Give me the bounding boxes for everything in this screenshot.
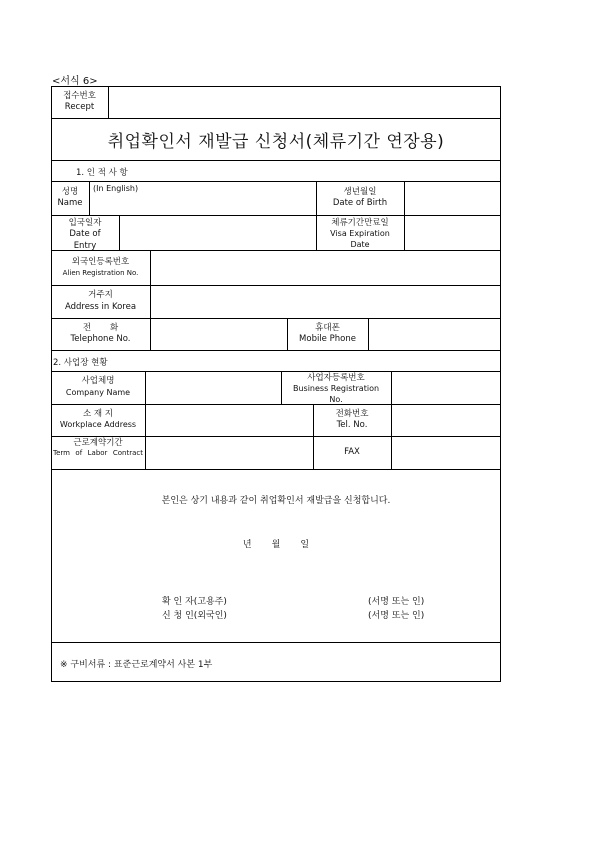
company-name-label [51,371,145,404]
telephone-field[interactable] [151,319,286,349]
entry-label-en: Date of Entry [69,229,101,250]
application-date[interactable]: 년 월 일 [242,540,310,550]
required-documents-note: ※ 구비서류 : 표준근로계약서 사본 1부 [60,660,213,670]
visa-expiration-label [316,215,404,250]
name-field[interactable] [90,182,315,214]
declaration-statement: 본인은 상기 내용과 같이 취업확인서 재발급을 신청합니다. [161,496,391,506]
mobile-field[interactable] [369,319,499,349]
workplace-tel-field[interactable] [392,405,499,435]
workplace-address-field[interactable] [146,405,312,435]
entry-date-field[interactable] [120,216,315,249]
fax-label-text: FAX [344,446,360,457]
receipt-number-field[interactable] [109,87,499,117]
mobile-label-en: Mobile Phone [299,334,356,344]
entry-date-label [51,215,119,250]
telephone-label-ko: 전 화 [82,322,119,333]
workplace-tel-label-en: Tel. No. [336,420,368,430]
name-hint: (In English) [93,184,139,193]
receipt-label-en: Recept [64,102,95,112]
receipt-number-label [51,86,108,118]
address-field[interactable] [151,286,499,317]
bizreg-label-ko: 사업자등록번호 [307,373,365,383]
visa-label-ko: 체류기간만료일 [331,218,389,228]
company-label-en: Company Name [65,387,131,397]
workplace-label-ko: 소 재 지 [82,408,114,419]
receipt-label-ko: 접수번호 [63,90,96,101]
workplace-address-label [51,404,145,436]
dob-field[interactable] [405,182,499,214]
business-registration-label [281,371,391,404]
applicant-label: 신 청 인(외국인) [162,611,227,621]
workplace-label-en: Workplace Address [59,420,137,430]
fax-field[interactable] [392,437,499,468]
visa-label-en: Visa Expiration Date [330,229,390,250]
name-label [51,181,89,215]
telephone-label-en: Telephone No. [70,334,131,344]
alien-label-en: Alien Registration No. [62,268,139,277]
labor-contract-term-field[interactable] [146,437,312,468]
rule [51,350,501,351]
business-registration-field[interactable] [392,372,499,403]
name-label-en: Name [57,198,83,208]
company-name-field[interactable] [146,372,280,403]
rule [51,469,501,470]
mobile-label-ko: 휴대폰 [315,322,340,333]
dob-label-ko: 생년월일 [343,186,377,197]
confirmer-signature[interactable]: (서명 또는 인) [368,597,425,607]
fax-label [313,436,391,469]
alien-registration-field[interactable] [151,251,499,284]
form-title: 취업확인서 재발급 신청서(체류기간 연장용) [107,131,445,152]
telephone-label [51,318,150,350]
rule [51,642,501,643]
applicant-signature[interactable]: (서명 또는 인) [368,611,425,621]
section1-heading: 1. 인 적 사 항 [76,168,128,178]
name-label-ko: 성명 [61,186,79,197]
section2-heading: 2. 사업장 현황 [53,358,108,368]
company-label-ko: 사업체명 [81,376,115,387]
workplace-tel-label-ko: 전화번호 [335,408,369,419]
address-label-en: Address in Korea [64,301,137,312]
mobile-label [287,318,368,350]
alien-label-ko: 외국인등록번호 [71,257,130,268]
dob-label-en: Date of Birth [332,198,388,208]
dob-label [316,181,404,215]
term-label-en: Term of Labor Contract [53,449,143,458]
confirmer-label: 확 인 자(고용주) [162,597,227,607]
address-label [51,285,150,318]
labor-contract-term-label [51,436,145,469]
rule [51,160,501,161]
workplace-tel-label [313,404,391,436]
entry-label-ko: 입국일자 [68,218,102,228]
alien-registration-label [51,250,150,285]
form-number-tag: <서식 6> [52,76,98,87]
address-label-ko: 거주지 [88,290,113,301]
visa-expiration-field[interactable] [405,216,499,249]
bizreg-label-en: Business Registration No. [292,384,380,404]
term-label-ko: 근로계약기간 [73,438,123,448]
